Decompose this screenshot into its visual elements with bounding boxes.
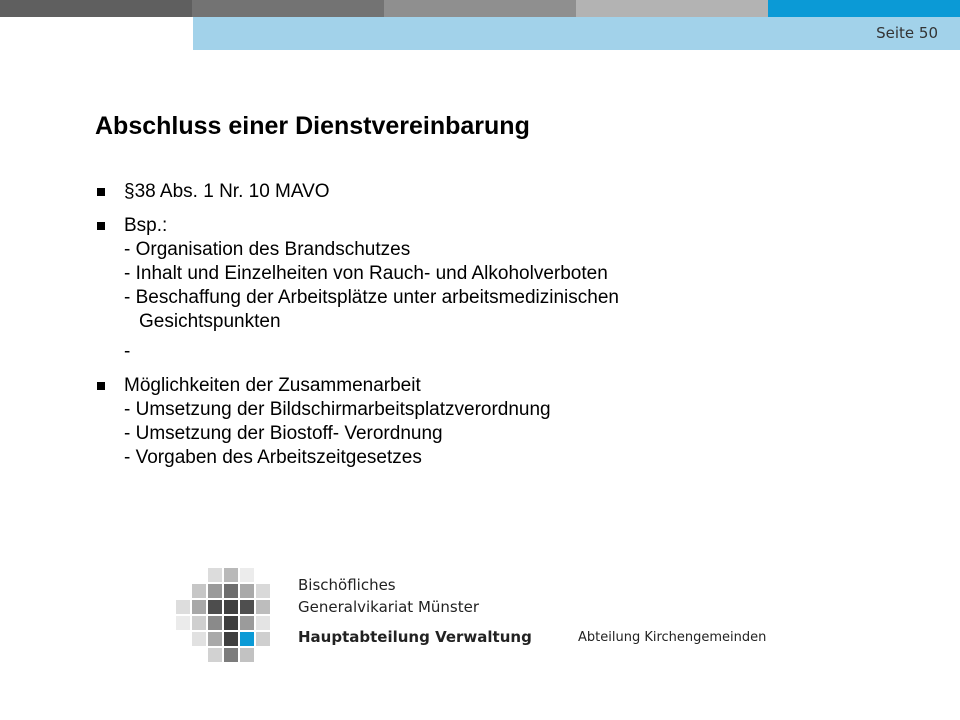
square-bullet-icon [97,222,105,230]
bar-segment [192,0,384,17]
item-heading: Bsp.: [124,215,168,236]
item-subline: - Organisation des Brandschutzes [124,239,411,260]
item-subline: - Umsetzung der Biostoff- Verordnung [124,423,443,444]
square-bullet-icon [97,382,105,390]
list-item [97,374,917,470]
item-subline-continuation: Gesichtspunkten [139,311,281,332]
bar-segment [768,0,960,17]
list-item [97,214,917,364]
cross-mosaic-icon [176,568,276,668]
bar-segment [576,0,768,17]
org-name-line2: Generalvikariat Münster [298,598,479,616]
org-name-line1: Bischöfliches [298,576,396,594]
item-subline: - [124,341,131,362]
item-subline: - Umsetzung der Bildschirmarbeitsplatzverordnung [124,399,551,420]
slide-content [97,180,917,480]
item-subline: - Vorgaben des Arbeitszeitgesetzes [124,447,422,468]
item-heading: §38 Abs. 1 Nr. 10 MAVO [124,181,330,202]
bar-segment [0,0,192,17]
item-heading: Möglichkeiten der Zusammenarbeit [124,375,421,396]
item-subline: - Beschaffung der Arbeitsplätze unter arbeitsmedizinischen [124,287,619,308]
org-name-line3: Hauptabteilung Verwaltung [298,628,532,646]
slide-title: Abschluss einer Dienstvereinbarung [95,112,530,140]
list-item [97,180,917,204]
department-label: Abteilung Kirchengemeinden [578,630,767,645]
square-bullet-icon [97,188,105,196]
item-subline: - Inhalt und Einzelheiten von Rauch- und Alkoholverboten [124,263,608,284]
bar-segment [384,0,576,17]
page-number: Seite 50 [876,24,938,42]
top-color-bar [0,0,960,17]
header-band [193,17,960,50]
